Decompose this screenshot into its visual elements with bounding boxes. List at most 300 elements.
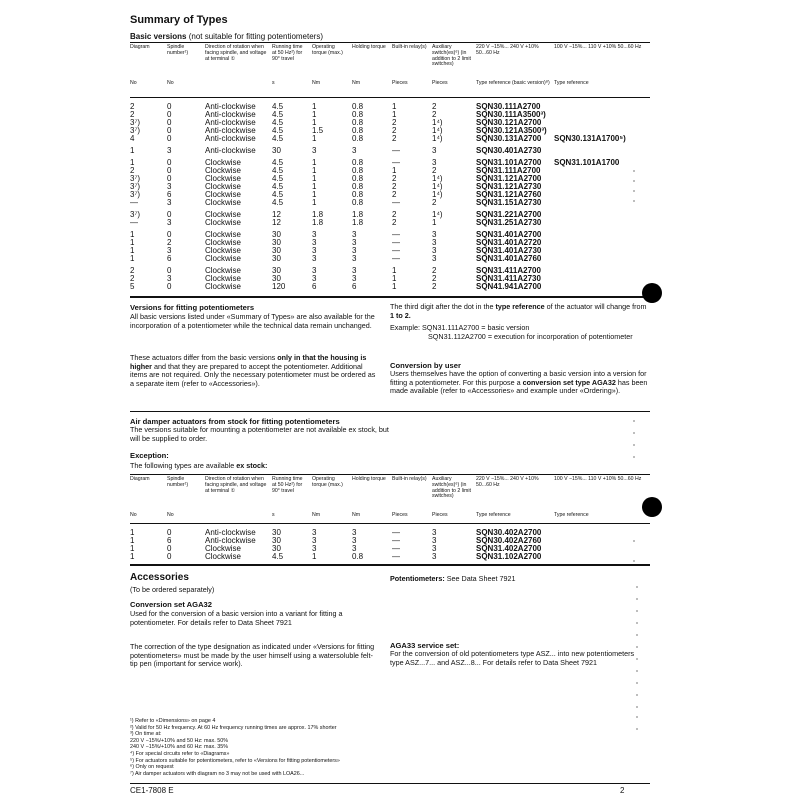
table2-cell: 30 (272, 528, 281, 537)
table1-cell: 0.8 (352, 166, 364, 175)
scan-speck (633, 200, 635, 202)
scan-speck (636, 634, 638, 636)
table-unit-s: s (272, 80, 275, 86)
table1-cell: 4.5 (272, 118, 284, 127)
table1-cell: 3 (432, 238, 437, 247)
table1-cell: 2 (392, 174, 397, 183)
table1-cell: 2 (130, 166, 135, 175)
example-2-code: SQN31.112A2700 (428, 332, 486, 341)
table1-cell: 1.5 (312, 126, 324, 135)
table-header-builtin: Built-in relay(s) (392, 476, 427, 482)
footnote: ¹) Refer to «Dimensions» on page 4 (130, 718, 216, 724)
table1-cell: 3 (352, 254, 357, 263)
table1-cell: 1 (312, 182, 317, 191)
table1-cell: 3 (312, 238, 317, 247)
scan-speck (636, 598, 638, 600)
basic-versions-label: Basic versions (130, 32, 187, 41)
table-header-v100: 100 V −15%... 110 V +10% 50...60 Hz (554, 44, 642, 50)
scan-speck (633, 432, 635, 434)
table1-cell: 1 (312, 158, 317, 167)
table-unit-no1: No (130, 80, 137, 86)
table1-cell: 4.5 (272, 110, 284, 119)
table-unit-nm2: Nm (352, 80, 361, 86)
table2-bottom-rule (130, 564, 650, 566)
potentiometers-text: See Data Sheet 7921 (444, 574, 516, 583)
table2-cell: 3 (432, 552, 437, 561)
table-header-diagram: Diagram (130, 44, 150, 50)
table1-cell: 3 (352, 230, 357, 239)
table1-cell: SQN31.411A2730 (476, 274, 541, 283)
table1-cell: Clockwise (205, 254, 242, 263)
table1-cell: 3 (167, 146, 172, 155)
table1-cell: Anti-clockwise (205, 126, 256, 135)
table-header-aux: Auxiliary switch(es)⁶) (in addition to 2 limit switches) (432, 476, 471, 500)
table1-cell: Clockwise (205, 218, 242, 227)
third-digit-d: 1 to 2. (390, 310, 411, 320)
table1-cell: 2 (432, 266, 437, 275)
table1-cell: 3⁷) (130, 190, 141, 199)
table1-cell: 3⁷) (130, 182, 141, 191)
table1-cell: 3 (432, 230, 437, 239)
versions-text: All basic versions listed under «Summary of Types» are also available for the incorporation of a potentiometer while the technical data remain unchanged. (130, 312, 375, 330)
aga32-text: Used for the conversion of a basic version into a variant for fitting a potentiometer. For details refer to Data Sheet 7921 (130, 609, 343, 627)
table1-cell: 12 (272, 210, 281, 219)
table1-cell: 4.5 (272, 126, 284, 135)
table1-cell: 1⁴) (432, 182, 443, 191)
table-unit-no2: No (167, 80, 174, 86)
example-block-2 (428, 333, 652, 342)
conversion-c: has been made available (refer to «Accessories» and example under «Ordering»). (390, 377, 648, 396)
table1-cell: 3 (352, 274, 357, 283)
scan-speck (633, 560, 635, 562)
binder-hole-bottom (642, 497, 662, 517)
table-unit-s: s (272, 512, 275, 518)
table1-cell: SQN31.101A2700 (476, 158, 542, 167)
table1-cell: Anti-clockwise (205, 118, 256, 127)
table1-cell: 1 (312, 174, 317, 183)
scan-speck (633, 170, 635, 172)
air-damper-rule (130, 411, 650, 412)
table1-cell: 3 (167, 182, 172, 191)
scan-speck (633, 180, 635, 182)
versions-text-2b: only in that the housing is higher (130, 353, 367, 371)
table2-cell: Clockwise (205, 544, 242, 553)
table1-cell: 4 (130, 134, 135, 143)
table1-cell: 2 (130, 274, 135, 283)
table2-cell: Anti-clockwise (205, 536, 256, 545)
footnote: ⁶) Only on request (130, 764, 174, 771)
table1-cell: 1 (392, 266, 397, 275)
table-header-holding: Holding torque (352, 44, 386, 50)
table2-cell: — (392, 536, 400, 545)
table1-cell: 1⁴) (432, 174, 443, 183)
table1-cell: SQN31.111A2700 (476, 166, 541, 175)
third-digit-c: of the actuator will change from (544, 302, 647, 311)
versions-text-2a: These actuators differ from the basic versions (130, 353, 278, 362)
table1-cell: 1 (392, 166, 397, 175)
table1-cell: 3 (167, 198, 172, 207)
table1-cell: — (392, 158, 400, 167)
table1-cell: 4.5 (272, 102, 284, 111)
table1-cell: 1 (312, 198, 317, 207)
table2-cell: 1 (130, 536, 135, 545)
table2-cell: 30 (272, 544, 281, 553)
table-unit-pieces1: Pieces (392, 512, 408, 518)
table2-cell: 0 (167, 552, 172, 561)
scan-speck (633, 190, 635, 192)
table1-cell: Clockwise (205, 246, 242, 255)
table1-cell: 3 (312, 230, 317, 239)
table1-cell: SQN31.221A2700 (476, 210, 542, 219)
table2-cell: SQN30.402A2760 (476, 536, 542, 545)
table1-cell: 1 (130, 146, 135, 155)
table1-cell: Clockwise (205, 158, 242, 167)
versions-text-2 (130, 354, 380, 388)
table1-cell: 3 (312, 274, 317, 283)
table1-cell: Anti-clockwise (205, 146, 256, 155)
table2-cell: 0.8 (352, 552, 364, 561)
table2-cell: 3 (312, 536, 317, 545)
table1-cell: 3⁷) (130, 210, 141, 219)
table2-cell: — (392, 528, 400, 537)
binder-hole-top (642, 283, 662, 303)
table1-cell: 0 (167, 230, 172, 239)
table-header-builtin: Built-in relay(s) (392, 44, 427, 50)
table1-cell: Clockwise (205, 174, 242, 183)
table1-cell: 0 (167, 126, 172, 135)
table1-cell: SQN31.121A2760 (476, 190, 542, 199)
table2-cell: 1 (312, 552, 317, 561)
table1-cell: SQN30.131A1700⁵) (554, 134, 626, 143)
table-header-direction: Direction of rotation when facing spindle, and voltage at terminal ① (205, 44, 267, 62)
table1-cell: 0.8 (352, 198, 364, 207)
table2-cell: — (392, 552, 400, 561)
table1-cell: 4.5 (272, 190, 284, 199)
footnote: ²) Valid for 50 Hz frequency. At 60 Hz frequency running times are approx. 17% shorter (130, 724, 337, 731)
table1-cell: 0.8 (352, 118, 364, 127)
table1-cell: 12 (272, 218, 281, 227)
table1-cell: 30 (272, 146, 281, 155)
scan-speck (636, 670, 638, 672)
footnote: ⁷) Air damper actuators with diagram no 3 may not be used with LOA26... (130, 770, 305, 777)
table2-cell: Clockwise (205, 552, 242, 561)
table1-cell: SQN31.121A2730 (476, 182, 542, 191)
table1-cell: SQN31.251A2730 (476, 218, 542, 227)
table-unit-typeref2: Type reference (554, 80, 589, 86)
accessories-sub: (To be ordered separately) (130, 585, 215, 594)
exception-a: The following types are available (130, 461, 237, 470)
aga32-heading: Conversion set AGA32 (130, 600, 213, 609)
table2-cell: 3 (352, 528, 357, 537)
example-1-desc: = basic version (481, 323, 530, 332)
table-unit-no2: No (167, 512, 174, 518)
table-unit-typeref1: Type reference (basic version)⁸) (476, 80, 550, 86)
potentiometers-line (390, 574, 515, 583)
table1-cell: SQN31.401A2720 (476, 238, 542, 247)
table1-cell: 1⁴) (432, 126, 443, 135)
table1-cell: 1 (392, 102, 397, 111)
table1-cell: 2 (167, 238, 172, 247)
document-code: CE1-7808 E (130, 786, 174, 795)
table2-cell: 4.5 (272, 552, 284, 561)
table2-cell: SQN30.402A2700 (476, 528, 542, 537)
table-unit-nm1: Nm (312, 80, 321, 86)
table1-cell: SQN31.401A2700 (476, 230, 542, 239)
table-unit-nm1: Nm (312, 512, 321, 518)
table2-cell: 3 (432, 544, 437, 553)
third-digit-b: type reference (495, 302, 545, 311)
scan-speck (636, 646, 638, 648)
table1-cell: 30 (272, 274, 281, 283)
table-header-v220: 220 V −15%... 240 V +10% 50...60 Hz (476, 44, 539, 56)
table1-cell: 6 (167, 254, 172, 263)
table1-cell: 1 (130, 158, 135, 167)
table1-cell: 3 (167, 218, 172, 227)
third-digit-a: The third digit after the dot in the (390, 302, 496, 311)
table1-cell: 0 (167, 102, 172, 111)
table1-cell: 5 (130, 282, 135, 291)
table1-cell: SQN31.151A2730 (476, 198, 542, 207)
table1-cell: 0.8 (352, 134, 364, 143)
scan-speck (636, 658, 638, 660)
table-header-running: Running time at 50 Hz²) for 90° travel (272, 44, 303, 62)
table1-cell: 2 (432, 166, 437, 175)
table1-header-rule (130, 97, 650, 98)
table1-cell: 1 (432, 218, 437, 227)
table-header-operating: Operating torque (max.) (312, 476, 343, 488)
scan-speck (633, 444, 635, 446)
table1-cell: 3 (312, 266, 317, 275)
table1-cell: 1 (312, 102, 317, 111)
table-header-diagram: Diagram (130, 476, 150, 482)
table1-cell: SQN30.111A3500³) (476, 110, 546, 119)
table1-cell: 0.8 (352, 174, 364, 183)
table2-cell: 30 (272, 536, 281, 545)
table1-cell: 0 (167, 134, 172, 143)
table-header-aux: Auxiliary switch(es)⁶) (in addition to 2 limit switches) (432, 44, 471, 68)
table1-cell: 2 (392, 134, 397, 143)
table1-cell: 3 (432, 146, 437, 155)
table2-cell: 1 (130, 552, 135, 561)
potentiometers-label: Potentiometers: (390, 574, 445, 583)
table1-cell: 4.5 (272, 166, 284, 175)
table1-cell: 0 (167, 110, 172, 119)
table1-cell: — (392, 246, 400, 255)
table1-cell: 6 (312, 282, 317, 291)
scan-speck (636, 728, 638, 730)
table-unit-no1: No (130, 512, 137, 518)
scan-speck (636, 622, 638, 624)
table1-cell: 0 (167, 266, 172, 275)
table1-cell: SQN31.401A2730 (476, 246, 542, 255)
exception-heading: Exception: (130, 451, 169, 460)
table1-cell: SQN31.401A2760 (476, 254, 542, 263)
scan-speck (636, 706, 638, 708)
table1-cell: 1.8 (352, 218, 364, 227)
example-label: Example: (390, 323, 420, 332)
table-unit-pieces2: Pieces (432, 512, 448, 518)
table1-cell: SQN31.411A2700 (476, 266, 541, 275)
table1-cell: SQN30.131A2700 (476, 134, 542, 143)
table1-cell: 2 (392, 190, 397, 199)
table1-cell: 3 (352, 146, 357, 155)
conversion-text (390, 370, 652, 396)
table1-cell: 3⁷) (130, 126, 141, 135)
example-1-code: SQN31.111A2700 (421, 323, 480, 332)
table1-cell: Clockwise (205, 166, 242, 175)
table1-cell: 1 (130, 246, 135, 255)
table1-cell: 4.5 (272, 174, 284, 183)
table1-cell: 1.8 (352, 210, 364, 219)
table1-cell: Clockwise (205, 282, 242, 291)
table1-cell: 3 (167, 246, 172, 255)
exception-text (130, 461, 267, 470)
table1-cell: 0 (167, 166, 172, 175)
table1-cell: 0.8 (352, 126, 364, 135)
table1-cell: 3 (432, 254, 437, 263)
table1-cell: 1 (312, 110, 317, 119)
footer-rule (130, 783, 650, 784)
table-header-holding: Holding torque (352, 476, 386, 482)
table-unit-typeref1: Type reference (476, 512, 511, 518)
table1-cell: Anti-clockwise (205, 110, 256, 119)
table1-cell: SQN30.111A2700 (476, 102, 541, 111)
table2-cell: 1 (130, 544, 135, 553)
table1-cell: — (392, 254, 400, 263)
table1-cell: 0 (167, 118, 172, 127)
conversion-a: Users themselves have the option of converting a basic version into a version for fitting a potentiometer. For this purpose a (390, 369, 647, 387)
footnote: 240 V −15%/+10% and 60 Hz: max. 35% (130, 744, 228, 751)
table-header-v220: 220 V −15%... 240 V +10% 50...60 Hz (476, 476, 539, 488)
table1-cell: 4.5 (272, 198, 284, 207)
table-header-spindle: Spindle number¹) (167, 476, 189, 488)
table2-top-rule (130, 474, 650, 475)
scan-speck (633, 420, 635, 422)
table1-cell: Clockwise (205, 210, 242, 219)
footnote: 220 V −15%/+10% and 50 Hz: max. 50% (130, 737, 228, 744)
table1-cell: Clockwise (205, 190, 242, 199)
table1-bottom-rule (130, 296, 650, 298)
footnote: ⁴) For special circuits refer to «Diagrams» (130, 751, 230, 757)
example-2-desc: = execution for incorporation of potentiometer (487, 332, 633, 341)
table1-cell: 3 (432, 158, 437, 167)
table-header-spindle: Spindle number¹) (167, 44, 189, 56)
table1-cell: 2 (392, 218, 397, 227)
table1-cell: 1 (392, 110, 397, 119)
table1-cell: 1 (130, 254, 135, 263)
table1-cell: 1 (312, 190, 317, 199)
table1-cell: 30 (272, 238, 281, 247)
table-header-running: Running time at 50 Hz²) for 90° travel (272, 476, 303, 494)
page-title: Summary of Types (130, 14, 228, 26)
table1-cell: 3 (312, 146, 317, 155)
table1-cell: SQN30.121A2700 (476, 118, 542, 127)
table1-cell: 30 (272, 246, 281, 255)
scan-speck (633, 540, 635, 542)
table1-cell: 30 (272, 266, 281, 275)
table1-cell: 120 (272, 282, 286, 291)
table1-top-rule (130, 42, 650, 43)
scan-speck (636, 586, 638, 588)
table1-cell: SQN30.401A2730 (476, 146, 542, 155)
table2-cell: 3 (352, 536, 357, 545)
table-unit-nm2: Nm (352, 512, 361, 518)
table1-cell: — (392, 238, 400, 247)
table2-cell: 3 (352, 544, 357, 553)
table1-cell: Clockwise (205, 274, 242, 283)
table1-cell: 0.8 (352, 158, 364, 167)
table1-cell: 0.8 (352, 110, 364, 119)
footnote: ³) On time at: (130, 731, 162, 738)
table1-cell: 0 (167, 158, 172, 167)
table1-cell: 3 (352, 238, 357, 247)
aga33-heading: AGA33 service set: (390, 641, 460, 650)
table1-cell: 1 (312, 166, 317, 175)
table1-cell: 4.5 (272, 158, 284, 167)
table2-cell: Anti-clockwise (205, 528, 256, 537)
table1-cell: 4.5 (272, 134, 284, 143)
table1-cell: 2 (392, 210, 397, 219)
table2-cell: 0 (167, 544, 172, 553)
table-unit-pieces2: Pieces (432, 80, 448, 86)
table2-cell: 6 (167, 536, 172, 545)
table1-cell: 2 (432, 198, 437, 207)
table1-cell: 2 (392, 118, 397, 127)
scan-speck (636, 694, 638, 696)
table1-cell: — (130, 198, 138, 207)
table1-cell: 2 (432, 102, 437, 111)
table1-cell: 3 (312, 246, 317, 255)
table1-cell: Clockwise (205, 266, 242, 275)
table1-cell: 3 (167, 274, 172, 283)
table1-cell: Anti-clockwise (205, 102, 256, 111)
basic-versions-note: (not suitable for fitting potentiometers) (188, 32, 324, 41)
air-damper-heading: Air damper actuators from stock for fitting potentiometers (130, 417, 340, 426)
table1-cell: — (392, 146, 400, 155)
table2-cell: 3 (312, 528, 317, 537)
table2-cell: 3 (312, 544, 317, 553)
basic-versions-heading (130, 32, 323, 41)
conversion-b: conversion set type AGA32 (522, 377, 616, 387)
table1-cell: 1 (130, 230, 135, 239)
table1-cell: — (392, 230, 400, 239)
exception-b: ex stock: (236, 461, 268, 470)
table1-cell: 0.8 (352, 182, 364, 191)
table1-cell: 1 (392, 282, 397, 291)
table1-cell: 2 (392, 126, 397, 135)
table1-cell: 3 (352, 266, 357, 275)
table1-cell: Clockwise (205, 182, 242, 191)
table1-cell: 2 (130, 266, 135, 275)
table2-cell: 1 (130, 528, 135, 537)
footnote: ⁵) For actuators suitable for potentiometers, refer to «Versions for fitting potentiometers» (130, 757, 340, 764)
table1-cell: 30 (272, 230, 281, 239)
versions-heading: Versions for fitting potentiometers (130, 303, 255, 312)
table1-cell: 1 (130, 238, 135, 247)
table1-cell: SQN41.941A2700 (476, 282, 542, 291)
table1-cell: 1⁴) (432, 118, 443, 127)
accessories-heading: Accessories (130, 572, 189, 583)
table1-cell: 2 (432, 274, 437, 283)
table1-cell: 0 (167, 174, 172, 183)
table1-cell: 3 (352, 246, 357, 255)
scan-speck (636, 682, 638, 684)
table1-cell: 3⁷) (130, 118, 141, 127)
table1-cell: 2 (432, 282, 437, 291)
table-header-operating: Operating torque (max.) (312, 44, 343, 56)
table2-cell: SQN31.402A2700 (476, 544, 542, 553)
table1-cell: 2 (130, 110, 135, 119)
